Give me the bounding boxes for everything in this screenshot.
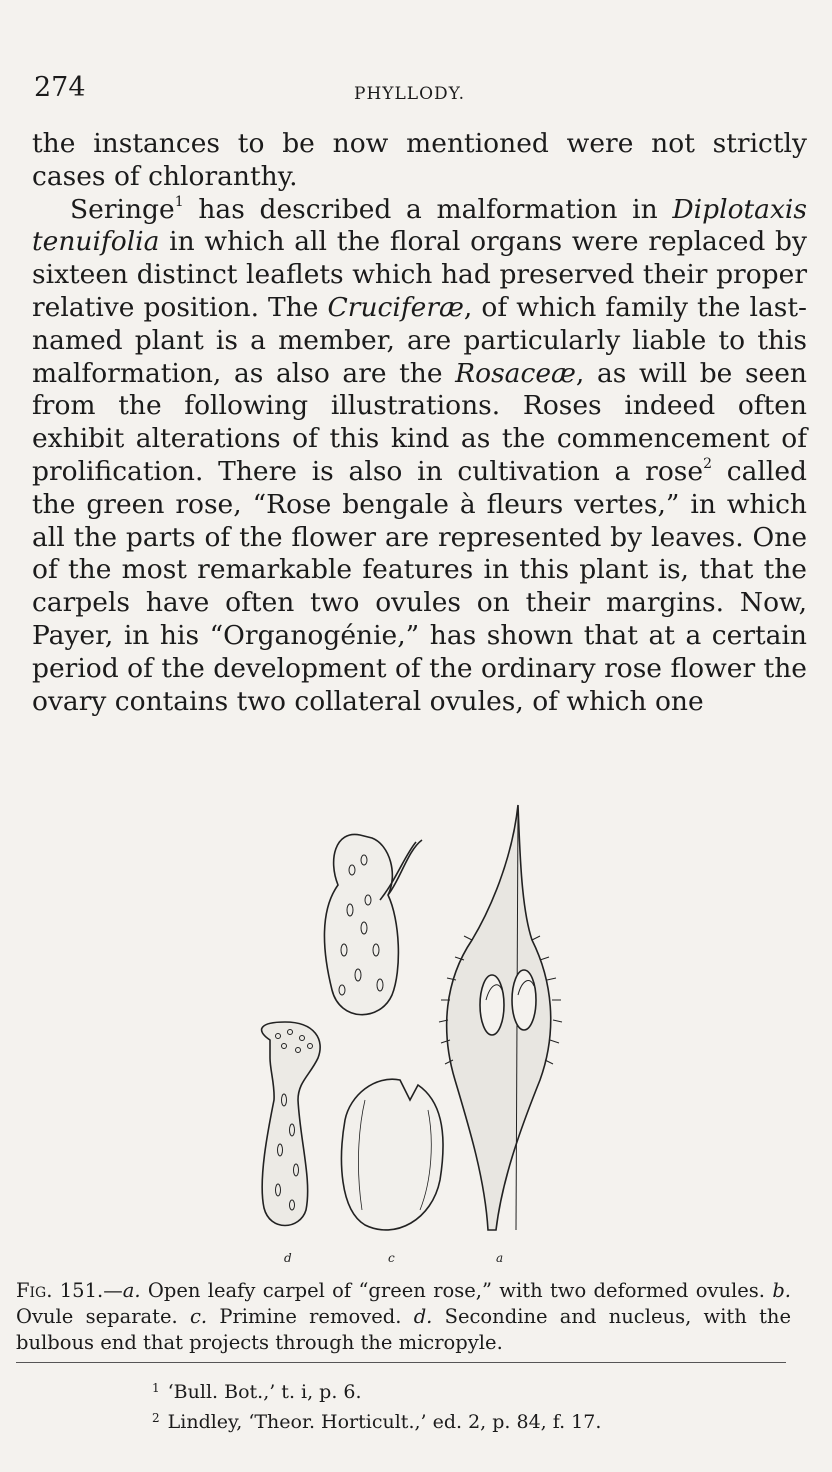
footnote-mark-1: 1 bbox=[152, 1381, 160, 1395]
text-span: in which all the floral organs were replaced by sixteen distinct leaflets which had preserved their proper relative position. The bbox=[32, 226, 807, 323]
figure-label-d: d bbox=[284, 1251, 292, 1265]
text-span: called the green rose, “Rose bengale à fleurs vertes,” in which all the parts of the flower are represented by leaves. One of the most remarkable features in this plant is, that the carpels have often two ovules on their margins. Now, Payer, in his “Organogénie,” has shown that at a certain period of the development of the ordinary rose flower the ovary contains two collateral ovules, of which one bbox=[32, 455, 807, 717]
caption-letter-c: c. bbox=[190, 1305, 208, 1328]
figure-caption bbox=[16, 1278, 791, 1356]
figure-label-a: a bbox=[496, 1251, 504, 1265]
running-head: PHYLLODY. bbox=[354, 84, 466, 104]
rose-carpel-illustration bbox=[240, 800, 570, 1270]
ovule-b-drawing bbox=[324, 834, 422, 1014]
paragraph-1: the instances to be now mentioned were not strictly cases of chloranthy. bbox=[32, 128, 807, 192]
caption-letter-d: d. bbox=[413, 1305, 433, 1328]
species-name-diplotaxis: Diplotaxis tenuifolia bbox=[32, 193, 807, 258]
caption-letter-b: b. bbox=[772, 1279, 791, 1302]
footnote-text-2: Lindley, ‘Theor. Horticult.,’ ed. 2, p. 84, f. 17. bbox=[167, 1411, 602, 1433]
footnote-divider bbox=[16, 1362, 786, 1363]
footnote-2 bbox=[152, 1408, 601, 1438]
figure-label-c: c bbox=[388, 1251, 395, 1265]
caption-text-b: Ovule separate. bbox=[16, 1305, 190, 1328]
family-name-cruciferae: Cruciferæ bbox=[327, 291, 464, 323]
caption-dash: — bbox=[103, 1279, 123, 1302]
text-span: has described a malformation in bbox=[183, 193, 673, 225]
caption-text-a: Open leafy carpel of “green rose,” with two deformed ovules. bbox=[140, 1279, 773, 1302]
footnote-ref-1[interactable]: 1 bbox=[174, 193, 184, 210]
figure-151 bbox=[240, 800, 570, 1270]
paragraph-2 bbox=[32, 194, 807, 719]
text-span: , of which family the last-named plant is a member, are particularly liable to this malformation, as also are the bbox=[32, 291, 807, 389]
page-number: 274 bbox=[34, 72, 86, 103]
secondine-d-drawing bbox=[262, 1022, 321, 1226]
text-seringe: Seringe bbox=[70, 193, 175, 225]
body-text bbox=[32, 128, 807, 718]
caption-letter-a: a. bbox=[122, 1279, 141, 1302]
page-header bbox=[34, 72, 802, 112]
footnote-mark-2: 2 bbox=[152, 1411, 160, 1425]
footnote-1 bbox=[152, 1378, 601, 1408]
figure-number: Fig. 151. bbox=[16, 1279, 104, 1302]
carpel-a-drawing bbox=[439, 805, 562, 1230]
caption-text-d: Secondine and nucleus, with the bulbous end that projects through the micropyle. bbox=[16, 1305, 792, 1354]
family-name-rosaceae: Rosaceæ bbox=[455, 357, 576, 389]
footnote-text-1: ‘Bull. Bot.,’ t. i, p. 6. bbox=[167, 1381, 362, 1403]
text-span: , as will be seen from the following illustrations. Roses indeed often exhibit alterations of this kind as the commencement of prolification. There is also in cultivation a rose bbox=[32, 357, 807, 487]
footnote-ref-2[interactable]: 2 bbox=[703, 456, 712, 473]
caption-text-c: Primine removed. bbox=[207, 1305, 414, 1328]
primine-c-drawing bbox=[342, 1079, 444, 1230]
footnotes bbox=[152, 1378, 601, 1438]
